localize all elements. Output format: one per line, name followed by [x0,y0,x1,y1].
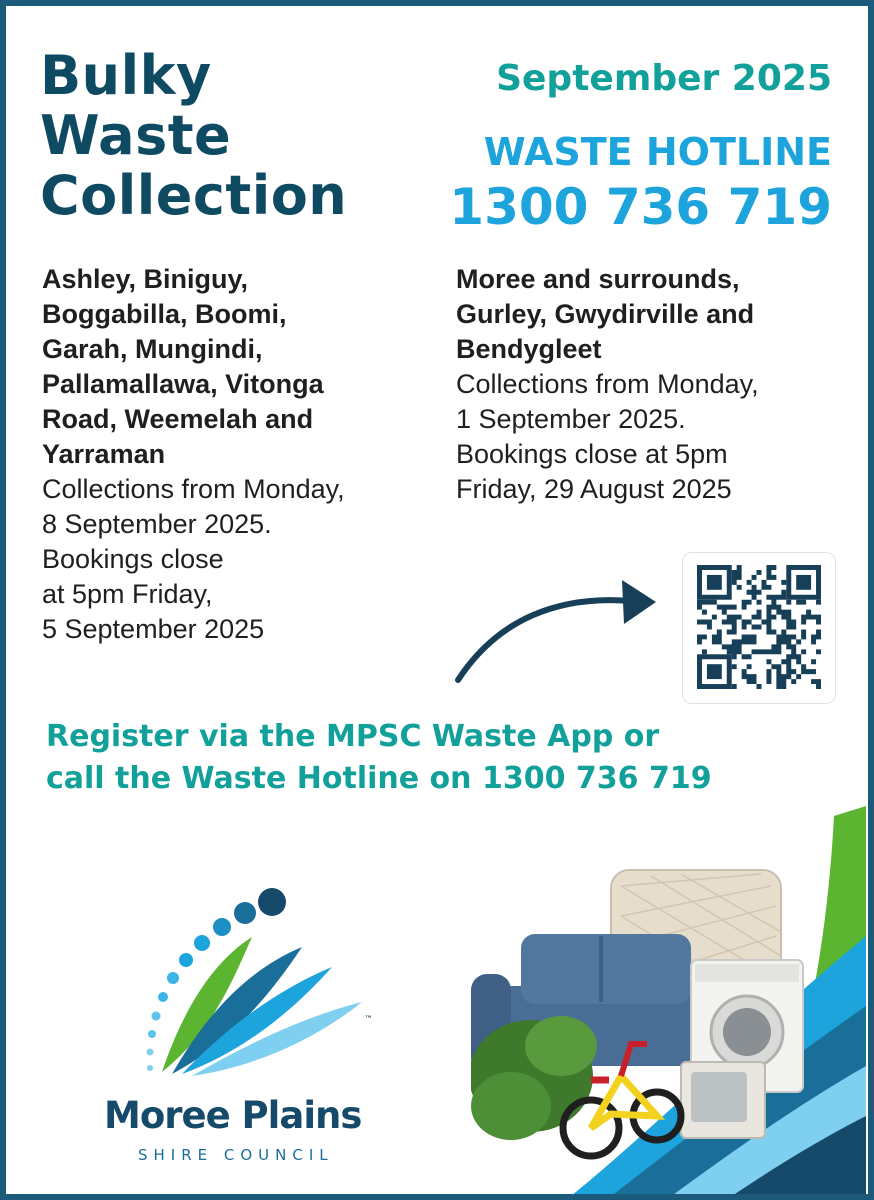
area-line: Garah, Mungindi, [42,334,263,364]
bulky-items-illustration-icon [471,866,811,1186]
right-areas [456,262,856,367]
info-line: 5 September 2025 [42,614,265,644]
title-line: Bulky [40,44,212,107]
register-line: call the Waste Hotline on 1300 736 719 [46,761,712,796]
area-line: Pallamallawa, Vitonga [42,369,324,399]
area-line: Moree and surrounds, [456,264,740,294]
right-info [456,367,856,507]
left-schedule [42,262,422,647]
left-info [42,472,422,647]
info-line: Friday, 29 August 2025 [456,474,732,504]
register-line: Register via the MPSC Waste App or [46,719,660,754]
qr-code-graphic [697,565,821,689]
area-line: Gurley, Gwydirville and [456,299,755,329]
collection-month: September 2025 [496,58,832,99]
council-subtitle: SHIRE COUNCIL [138,1146,334,1164]
council-name: Moree Plains [104,1094,362,1137]
area-line: Ashley, Biniguy, [42,264,249,294]
area-line: Yarraman [42,439,166,469]
curved-arrow-icon [446,562,676,692]
left-areas [42,262,422,472]
info-line: Bookings close at 5pm [456,439,728,469]
info-line: at 5pm Friday, [42,579,213,609]
area-line: Boggabilla, Boomi, [42,299,287,329]
qr-code-icon[interactable] [682,552,836,704]
register-instructions [46,716,712,800]
moree-plains-logo-icon [92,882,392,1082]
trademark-mark: ™ [364,1015,373,1025]
info-line: 1 September 2025. [456,404,686,434]
right-schedule [456,262,856,507]
page-title [40,46,347,226]
title-line: Collection [40,164,348,227]
info-line: 8 September 2025. [42,509,272,539]
info-line: Bookings close [42,544,224,574]
area-line: Bendygleet [456,334,602,364]
hotline-number[interactable]: 1300 736 719 [449,178,832,236]
title-line: Waste [40,104,232,167]
info-line: Collections from Monday, [456,369,759,399]
area-line: Road, Weemelah and [42,404,314,434]
info-line: Collections from Monday, [42,474,345,504]
hotline-label: WASTE HOTLINE [483,130,832,174]
